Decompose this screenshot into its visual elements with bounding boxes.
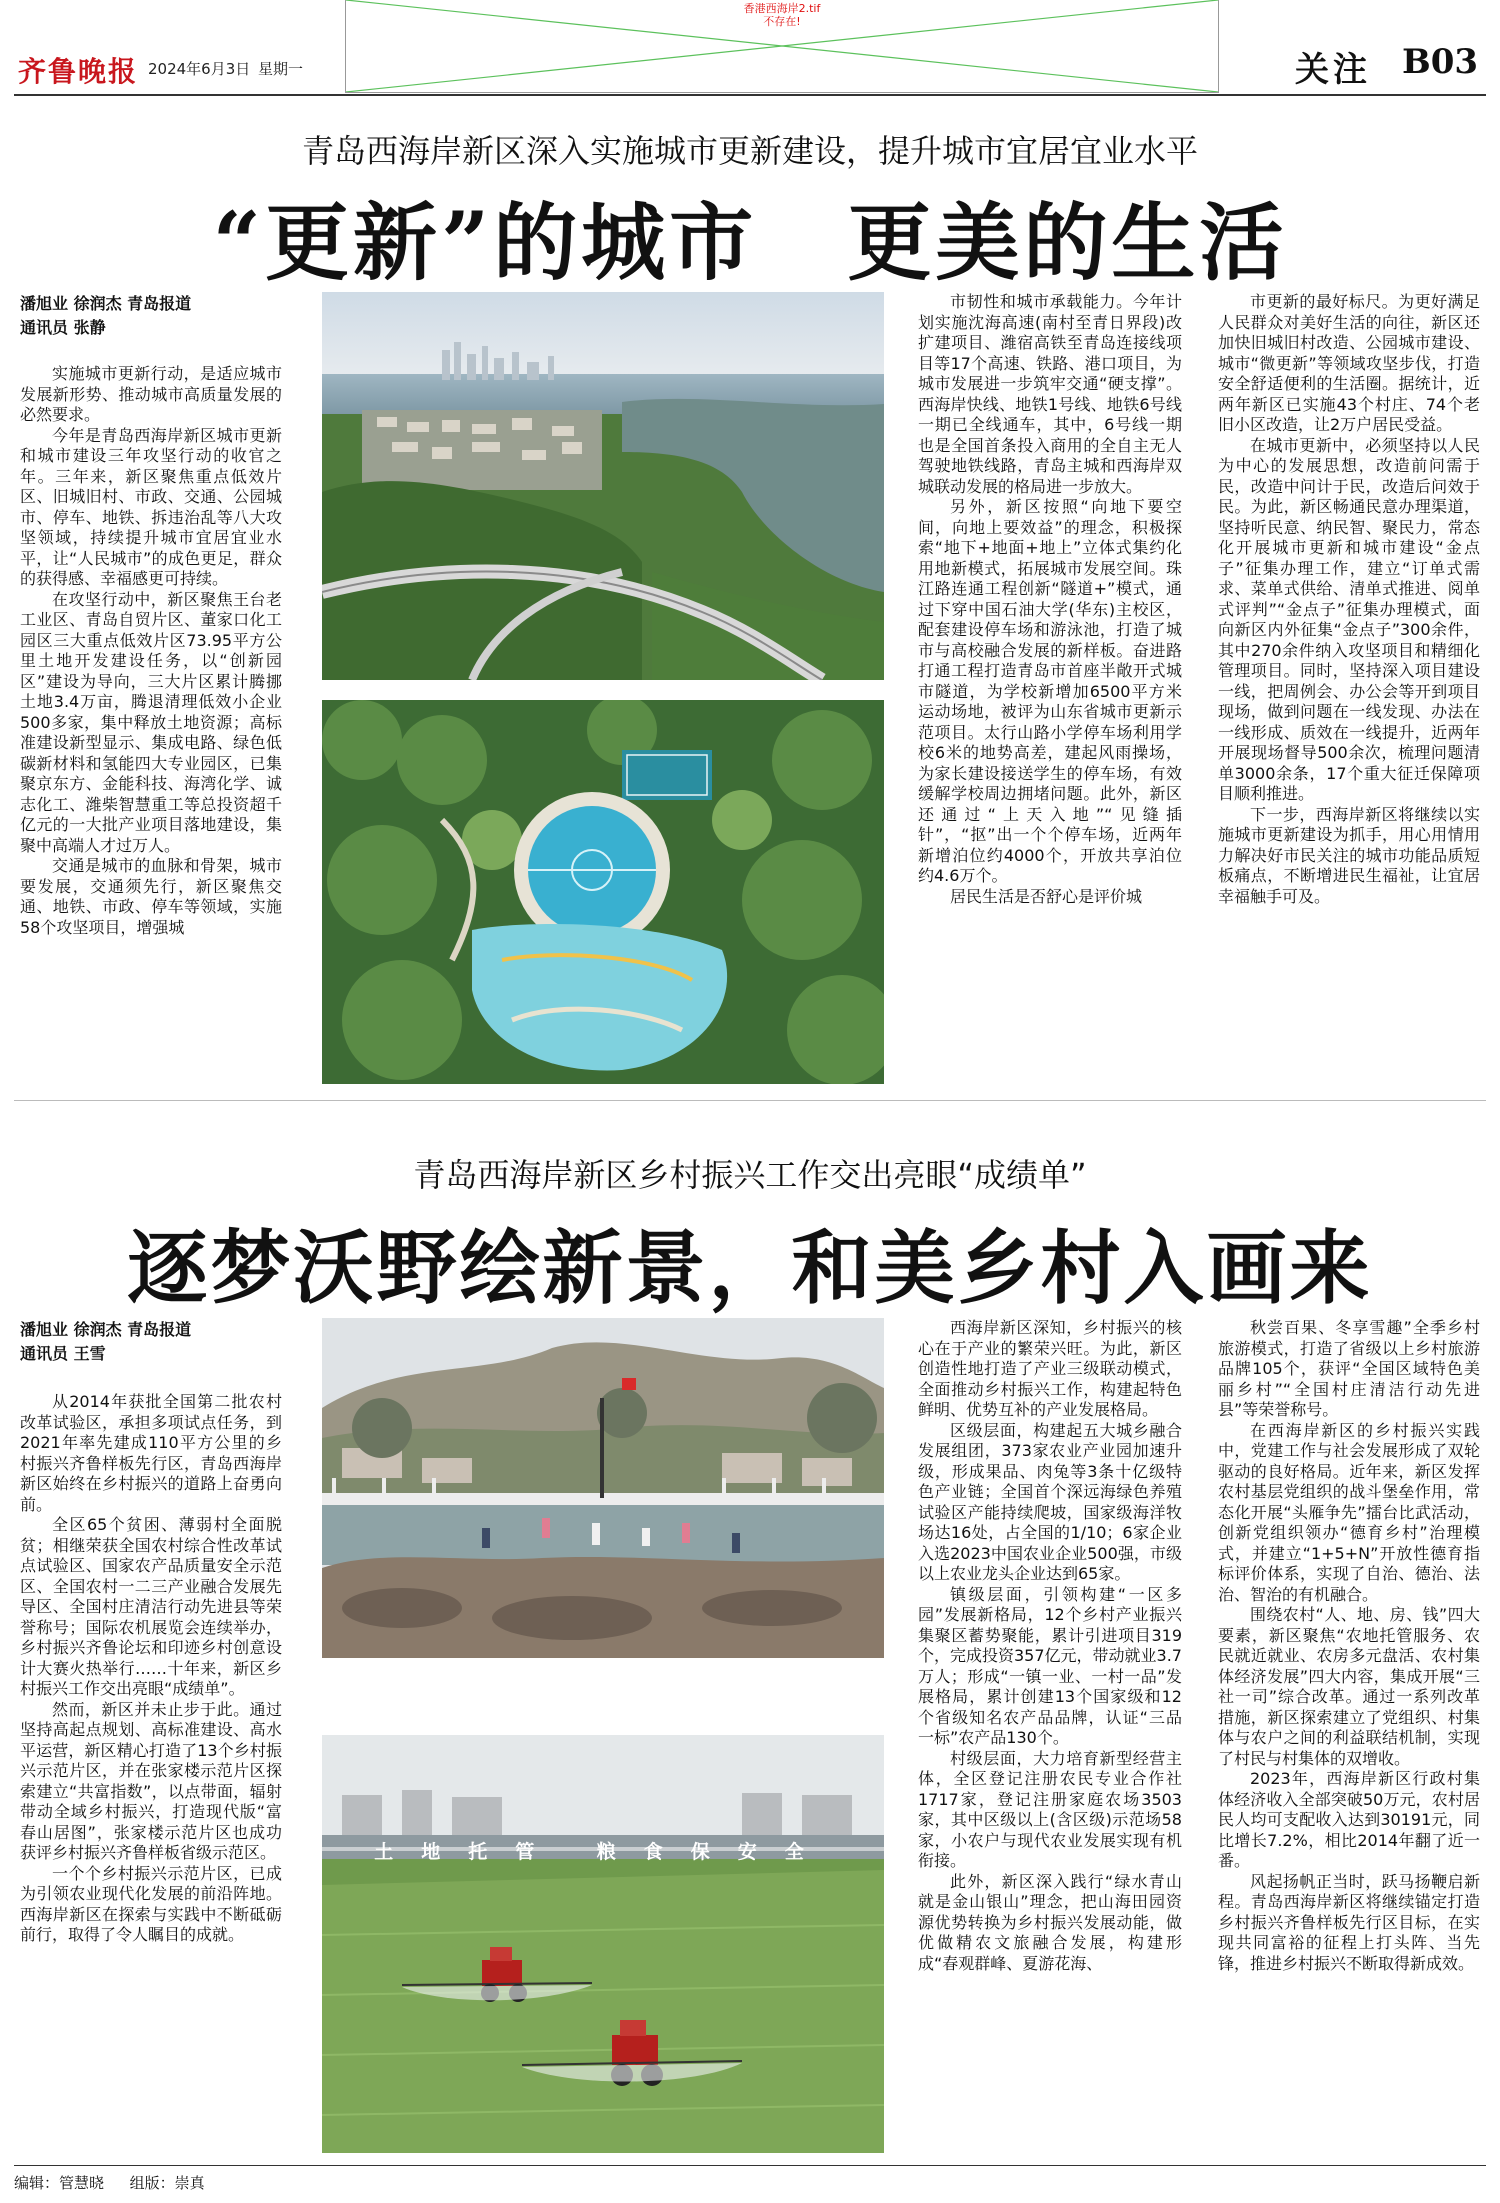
header-rule — [14, 94, 1486, 96]
story1-byline-reporters: 潘旭业 徐润杰 青岛报道 — [20, 294, 192, 313]
story2-column-1 — [20, 1392, 282, 1946]
paragraph: 市韧性和城市承载能力。今年计划实施沈海高速(南村至青日界段)改扩建项目、潍宿高铁至青岛连接线项目等17个高速、铁路、港口项目，为城市发展进一步筑牢交通“硬支撑”。西海岸快线、地铁1号线、地铁6号线一期已全线通车，其中，6号线一期也是全国首条投入商用的全自主无人驾驶地铁线路，青岛主城和西海岸双城联动发展的格局进一步放大。 — [918, 292, 1182, 496]
paragraph: 围绕农村“人、地、房、钱”四大要素，新区聚焦“农地托管服务、农民就近就业、农房多元盘活、农村集体经济发展”四大内容，集成开展“三社一司”综合改革。通过一系列改革措施，新区探索建立了党组织、村集体与农户之间的利益联结机制，实现了村民与村集体的双增收。 — [1218, 1605, 1480, 1768]
paragraph: 在西海岸新区的乡村振兴实践中，党建工作与社会发展形成了双轮驱动的良好格局。近年来，新区发挥农村基层党组织的战斗堡垒作用，常态化开展“头雁争先”擂台比武活动，创新党组织领办“德育乡村”治理模式，并建立“1+5+N”开放性德育指标评价体系，实现了自治、德治、法治、智治的有机融合。 — [1218, 1420, 1480, 1604]
story1-byline-correspondent: 通讯员 张静 — [20, 318, 106, 337]
newspaper-brand: 齐鲁晚报 — [18, 55, 139, 88]
story-separator — [14, 1100, 1486, 1101]
story1-column-3 — [1218, 292, 1480, 907]
paragraph: 一个个乡村振兴示范片区，已成为引领农业现代化发展的前沿阵地。西海岸新区在探索与实践中不断砥砺前行，取得了令人瞩目的成就。 — [20, 1863, 282, 1944]
paragraph: 下一步，西海岸新区将继续以实施城市更新建设为抓手，用心用情用力解决好市民关注的城市功能品质短板痛点，不断增进民生福祉，让宜居幸福触手可及。 — [1218, 804, 1480, 906]
story1-photo-park-playground — [322, 700, 884, 1084]
paragraph: 此外，新区深入践行“绿水青山就是金山银山”理念，把山海田园资源优势转换为乡村振兴发展动能，做优做精农文旅融合发展，构建形成“春观群峰、夏游花海、 — [918, 1871, 1182, 1973]
story2-photo-farm-sprayers — [322, 1735, 884, 2153]
paragraph: 镇级层面，引领构建“一区多园”发展新格局，12个乡村产业振兴集聚区蓄势聚能，累计引进项目319个，完成投资357亿元，带动就业3.7万人；形成“一镇一业、一村一品”发展格局，累计创建13个国家级和12个省级知名农产品品牌，认证“三品一标”农产品130个。 — [918, 1584, 1182, 1747]
footer-designer: 组版：崇真 — [129, 2174, 205, 2192]
story1-headline-part-b: 更美的生活 — [847, 193, 1288, 292]
story1-headline — [0, 176, 1500, 297]
missing-file-status: 不存在! — [763, 15, 801, 28]
paragraph: 居民生活是否舒心是评价城 — [950, 886, 1143, 906]
paragraph: 在城市更新中，必须坚持以人民为中心的发展思想，改造前问需于民，改造中问计于民，改造后问效于民。为此，新区畅通民意办理渠道，坚持听民意、纳民智、聚民力，常态化开展城市更新和城市建设“金点子”征集办理工作，建立“订单式需求、菜单式供给、清单式推进、阅单式评判”“金点子”征集办理模式，面向新区内外征集“金点子”300余件，其中270余件纳入攻坚项目和精细化管理项目。同时，坚持深入项目建设一线，把周例会、办公会等开到项目现场，做到问题在一线发现、办法在一线形成、质效在一线提升，近两年开展现场督导500余次，梳理问题清单3000余条，17个重大征迁保障项目顺利推进。 — [1218, 435, 1480, 803]
story2-kicker: 青岛西海岸新区乡村振兴工作交出亮眼“成绩单” — [413, 1156, 1087, 1194]
missing-ad-placeholder — [345, 0, 1219, 93]
paragraph: 今年是青岛西海岸新区城市更新和城市建设三年攻坚行动的收官之年。三年来，新区聚焦重点低效片区、旧城旧村、市政、交通、公园城市、停车、地铁、拆违治乱等八大攻坚领域，持续提升城市宜居宜业水平，让“人民城市”的成色更足，群众的获得感、幸福感更可持续。 — [20, 425, 282, 588]
story1-column-1 — [20, 364, 282, 938]
paragraph: 在攻坚行动中，新区聚焦王台老工业区、青岛自贸片区、董家口化工园区三大重点低效片区73.95平方公里土地开发建设任务，以“创新园区”建设为导向，三大片区累计腾挪土地3.4万亩，腾退清理低效小企业500多家，集中释放土地资源；高标准建设新型显示、集成电路、绿色低碳新材料和氢能四大专业园区，已集聚京东方、金能科技、海湾化学、诚志化工、潍柴智慧重工等总投资超千亿元的一大批产业项目落地建设，集聚中高端人才过万人。 — [20, 589, 282, 855]
paragraph: 秋尝百果、冬享雪趣”全季乡村旅游模式，打造了省级以上乡村旅游品牌105个，获评“全国区域特色美丽乡村”“全国村庄清洁行动先进县”等荣誉称号。 — [1218, 1318, 1480, 1419]
paragraph: 全区65个贫困、薄弱村全面脱贫；相继荣获全国农村综合性改革试点试验区、国家农产品质量安全示范区、全国农村一二三产业融合发展先导区、全国村庄清洁行动先进县等荣誉称号；国际农机展览会连续举办，乡村振兴齐鲁论坛和印迹乡村创意设计大赛火热举行……十年来，新区乡村振兴工作交出亮眼“成绩单”。 — [20, 1515, 282, 1698]
paragraph: 另外，新区按照“向地下要空间，向地上要效益”的理念，积极探索“地下+地面+地上”立体式集约化用地新模式，拓展城市发展空间。珠江路连通工程创新“隧道+”模式，通过下穿中国石油大学(华东)主校区，配套建设停车场和游泳池，打造了城市与高校融合发展的新样板。奋进路打通工程打造青岛市首座半敞开式城市隧道，为学校新增加6500平方米运动场地，被评为山东省城市更新示范项目。太行山路小学停车场利用学校6米的地势高差，建起风雨操场，为家长建设接送学生的停车场，有效缓解学校周边拥堵问题。此外，新区还通过“上天入地”“见缝插针”，“抠”出一个个停车场，近两年新增泊位约4000个，开放共享泊位约4.6万个。 — [918, 497, 1182, 885]
paragraph: 实施城市更新行动，是适应城市发展新形势、推动城市高质量发展的必然要求。 — [20, 364, 282, 424]
story1-kicker: 青岛西海岸新区深入实施城市更新建设，提升城市宜居宜业水平 — [301, 132, 1198, 170]
story1-headline-part-a: “更新”的城市 — [212, 193, 758, 292]
issue-date: 2024年6月3日 — [148, 60, 251, 78]
story2-byline — [20, 1318, 191, 1366]
paragraph: 然而，新区并未止步于此。通过坚持高起点规划、高标准建设、高水平运营，新区精心打造了13个乡村振兴示范片区，并在张家楼示范片区探索建立“共富指数”，以点带面，辐射带动全域乡村振兴，打造现代版“富春山居图”，张家楼示范片区也成功获评乡村振兴齐鲁样板省级示范区。 — [20, 1699, 282, 1862]
paragraph: 交通是城市的血脉和骨架，城市要发展，交通须先行，新区聚焦交通、地铁、市政、停车等领域，实施58个攻坚项目，增强城 — [20, 856, 282, 937]
issue-weekday: 星期一 — [258, 60, 304, 78]
paragraph: 2023年，西海岸新区行政村集体经济收入全部突破50万元，农村居民人均可支配收入达到30191元，同比增长7.2%，相比2014年翻了近一番。 — [1218, 1769, 1480, 1870]
paragraph: 从2014年获批全国第二批农村改革试验区，承担多项试点任务，到2021年率先建成110平方公里的乡村振兴齐鲁样板先行区，青岛西海岸新区始终在乡村振兴的道路上奋勇向前。 — [20, 1392, 282, 1514]
story1-column-2 — [918, 292, 1182, 907]
paragraph: 村级层面，大力培育新型经营主体，全区登记注册农民专业合作社1717家，登记注册家庭农场3503家，其中区级以上(含区级)示范场58家，小农户与现代农业发展实现有机衔接。 — [918, 1748, 1182, 1870]
section-title: 关注 — [1295, 50, 1371, 90]
footer-credits — [14, 2172, 205, 2193]
footer-editor: 编辑：管慧晓 — [14, 2174, 105, 2192]
story2-headline: 逐梦沃野绘新景，和美乡村入画来 — [127, 1221, 1373, 1315]
paragraph: 市更新的最好标尺。为更好满足人民群众对美好生活的向往，新区还加快旧城旧村改造、公园城市建设、城市“微更新”等领域攻坚步伐，打造安全舒适便利的生活圈。据统计，近两年新区已实施43个村庄、74个老旧小区改造，让2万户居民受益。 — [1218, 292, 1480, 434]
story2-byline-reporters: 潘旭业 徐润杰 青岛报道 — [20, 1320, 192, 1339]
paragraph: 西海岸新区深知，乡村振兴的核心在于产业的繁荣兴旺。为此，新区创造性地打造了产业三级联动模式，全面推动乡村振兴工作，构建起特色鲜明、优势互补的产业发展格局。 — [918, 1318, 1182, 1419]
footer-rule — [14, 2165, 1486, 2166]
story2-byline-correspondent: 通讯员 王雪 — [20, 1344, 106, 1363]
story2-photo-village-stream — [322, 1318, 884, 1658]
story1-byline — [20, 292, 191, 340]
paragraph: 区级层面，构建起五大城乡融合发展组团，373家农业产业园加速升级，形成果品、肉兔等3条十亿级特色产业链；全国首个深远海绿色养殖试验区产能持续爬坡，国家级海洋牧场达16处，占全国的1/10；6家企业入选2023中国农业企业500强，市级以上农业龙头企业达到65家。 — [918, 1420, 1182, 1583]
paragraph: 风起扬帆正当时，跃马扬鞭启新程。青岛西海岸新区将继续锚定打造乡村振兴齐鲁样板先行区目标，在实现共同富裕的征程上打头阵、当先锋，推进乡村振兴不断取得新成效。 — [1218, 1871, 1480, 1973]
page-number: B03 — [1402, 42, 1479, 82]
missing-file-note — [346, 2, 1218, 28]
field-banner-text: 土地托管 粮食保安全 — [374, 1841, 832, 1863]
missing-file-name: 香港西海岸2.tif — [743, 2, 821, 15]
story2-column-2 — [918, 1318, 1182, 1974]
story2-column-3 — [1218, 1318, 1480, 1974]
story1-photo-aerial-city — [322, 292, 884, 680]
